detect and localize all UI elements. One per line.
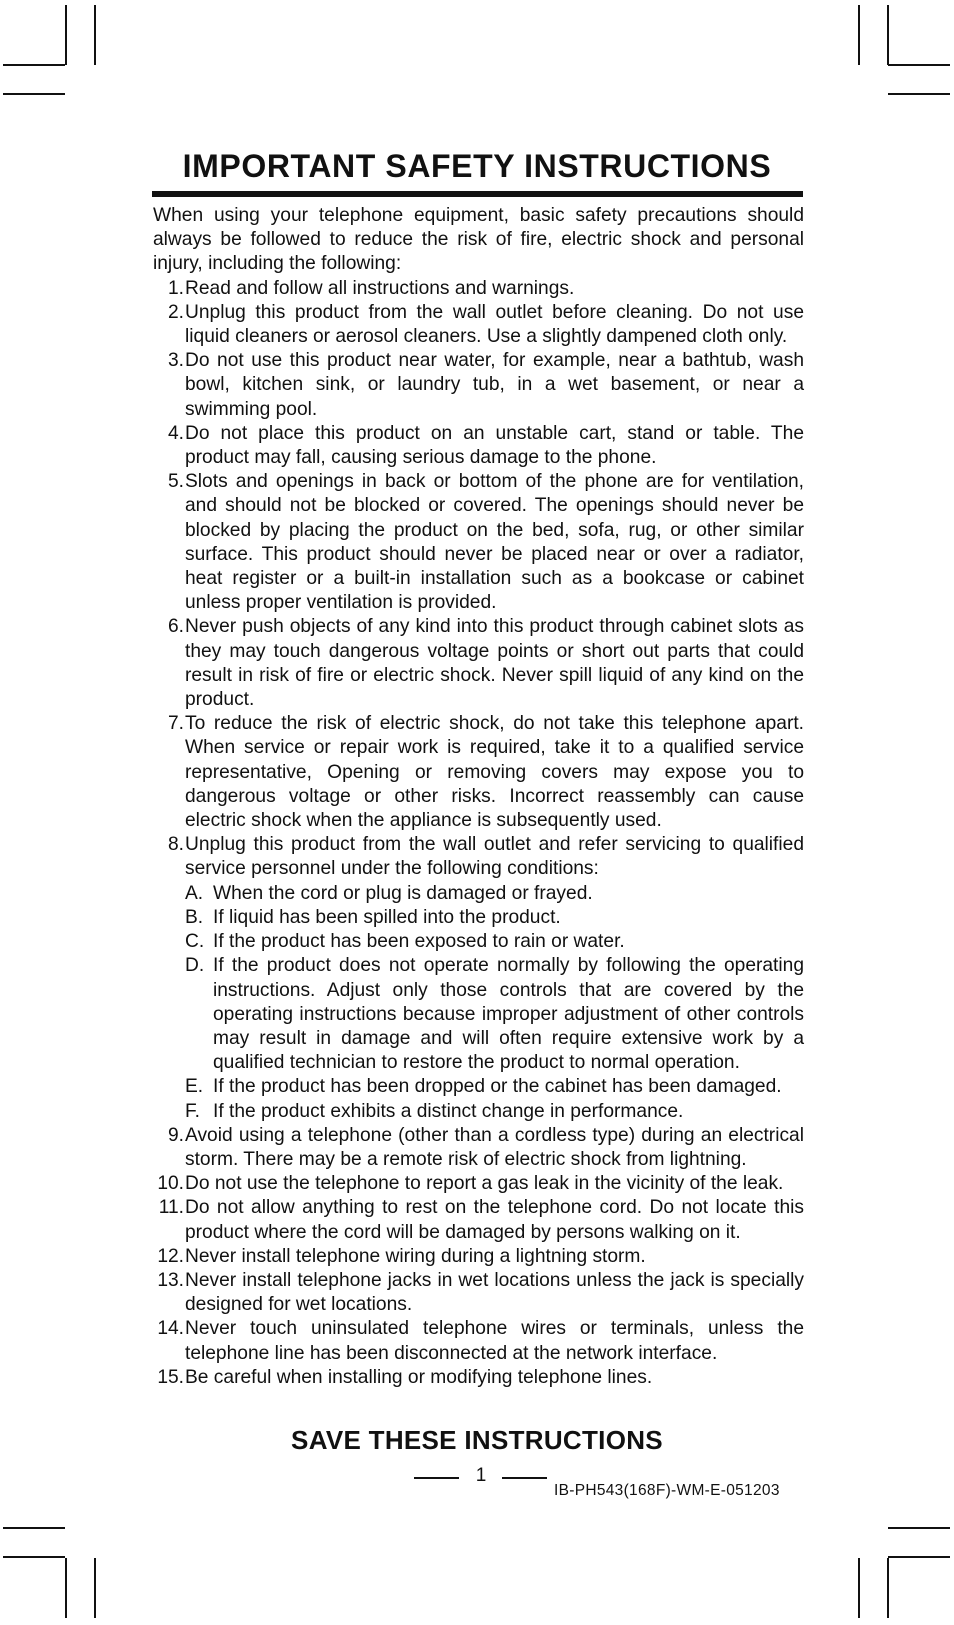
list-item (153, 615, 804, 712)
sub-list-item (185, 1075, 804, 1099)
sub-item-letter: E. (185, 1076, 204, 1098)
item-text: Do not use this product near water, for example, near a bathtub, wash bowl, kitchen sink, or laundry tub, in a wet basement, or near a swimming pool. (185, 350, 804, 420)
item-text: Do not use the telephone to report a gas leak in the vicinity of the leak. (185, 1173, 784, 1195)
save-instructions-heading: SAVE THESE INSTRUCTIONS (291, 1425, 663, 1455)
crop-mark (3, 64, 65, 66)
list-item (153, 1366, 804, 1390)
sub-item-letter: C. (185, 931, 205, 953)
crop-mark (94, 1558, 96, 1618)
item-number: 3. (167, 350, 184, 372)
condition-sublist (185, 882, 804, 1124)
list-item (153, 1196, 804, 1244)
sub-item-text: When the cord or plug is damaged or frayed. (213, 882, 593, 904)
instruction-list (153, 277, 804, 1390)
item-text: Unplug this product from the wall outlet and refer servicing to qualified service personnel under the following conditions: (185, 834, 804, 880)
list-item (153, 1124, 804, 1172)
list-item (153, 712, 804, 833)
sub-item-letter: D. (185, 955, 205, 977)
sub-list-item (185, 882, 804, 906)
crop-mark (888, 1556, 950, 1558)
item-number: 10. (157, 1173, 184, 1195)
item-number: 11. (158, 1197, 184, 1219)
list-item (153, 833, 804, 1123)
list-item (153, 277, 804, 301)
sub-list-item (185, 1100, 804, 1124)
crop-mark (888, 64, 950, 66)
item-text: Slots and openings in back or bottom of the phone are for ventilation, and should not be blocked or covered. The openings should never be blocked by placing the product on the bed, sofa, rug, or other similar surface. This product should never be placed near or over a radiator, heat register or a built-in installation such as a bookcase or cabinet unless proper ventilation is provided. (185, 471, 804, 614)
sub-item-text: If the product has been dropped or the cabinet has been damaged. (213, 1076, 782, 1098)
item-number: 14. (157, 1318, 184, 1340)
list-item (153, 1269, 804, 1317)
intro-paragraph: When using your telephone equipment, basic safety precautions should always be followed to reduce the risk of fire, electric shock and personal injury, including the following: (153, 205, 804, 275)
item-number: 12. (157, 1245, 184, 1267)
list-item (153, 1245, 804, 1269)
sub-item-letter: A. (185, 882, 204, 904)
item-text: Do not place this product on an unstable cart, stand or table. The product may fall, causing serious damage to the phone. (185, 422, 804, 469)
crop-mark (65, 5, 67, 65)
item-number: 6. (167, 616, 184, 638)
sub-item-text: If the product does not operate normally by following the operating instructions. Adjust only those controls that are covered by the operating instructions because improper adjustment of other controls may result in damage and will often require extensive work by a qualified technician to restore the product to normal operation. (213, 955, 804, 1074)
crop-mark (3, 1556, 65, 1558)
item-number: 4. (167, 422, 184, 444)
list-item (153, 1317, 804, 1365)
crop-mark (887, 1558, 889, 1618)
crop-mark (888, 93, 950, 95)
crop-mark (888, 1527, 950, 1529)
sub-item-text: If the product has been exposed to rain or water. (213, 931, 625, 953)
item-number: 15. (157, 1366, 184, 1388)
page-number-rule-left (414, 1477, 459, 1479)
sub-list-item (185, 954, 804, 1075)
list-item (153, 422, 804, 470)
crop-mark (858, 5, 860, 65)
item-number: 1. (167, 277, 184, 299)
item-text: Be careful when installing or modifying telephone lines. (185, 1366, 653, 1388)
sub-item-letter: F. (185, 1100, 200, 1122)
item-text: Never push objects of any kind into this product through cabinet slots as they may touch dangerous voltage points or short out parts that could result in risk of fire or electric shock. Never spill liquid of any kind on the product. (185, 616, 804, 711)
item-number: 9. (167, 1124, 184, 1146)
title-underline (152, 191, 803, 197)
item-text: Avoid using a telephone (other than a cordless type) during an electrical storm. There may be a remote risk of electric shock from lightning. (185, 1124, 804, 1170)
sub-item-text: If liquid has been spilled into the product. (213, 906, 561, 928)
item-text: Read and follow all instructions and warnings. (185, 277, 575, 299)
sub-item-letter: B. (185, 906, 204, 928)
item-number: 13. (157, 1269, 184, 1291)
page-number-rule-right (502, 1477, 547, 1479)
crop-mark (3, 1527, 65, 1529)
sub-list-item (185, 930, 804, 954)
list-item (153, 349, 804, 422)
page-title: IMPORTANT SAFETY INSTRUCTIONS (182, 148, 772, 184)
item-number: 2. (167, 301, 184, 323)
sub-item-text: If the product exhibits a distinct change in performance. (213, 1100, 684, 1122)
list-item (153, 301, 804, 349)
crop-mark (65, 1558, 67, 1618)
item-number: 5. (167, 471, 184, 493)
instructions-body (153, 204, 804, 1390)
crop-mark (94, 5, 96, 65)
item-number: 7. (167, 713, 184, 735)
crop-mark (3, 93, 65, 95)
document-code: IB-PH543(168F)-WM-E-051203 (554, 1482, 780, 1499)
list-item (153, 470, 804, 615)
item-text: Never install telephone jacks in wet locations unless the jack is specially designed for wet locations. (185, 1269, 804, 1316)
sub-list-item (185, 906, 804, 930)
item-text: Unplug this product from the wall outlet before cleaning. Do not use liquid cleaners or aerosol cleaners. Use a slightly dampened cloth only. (185, 301, 804, 348)
item-text: Never install telephone wiring during a lightning storm. (185, 1245, 646, 1267)
item-text: Do not allow anything to rest on the telephone cord. Do not locate this product where the cord will be damaged by persons walking on it. (185, 1197, 804, 1243)
item-text: To reduce the risk of electric shock, do not take this telephone apart. When service or repair work is required, take it to a qualified service representative, Opening or removing covers may expose you to dangerous voltage or other risks. Incorrect reassembly can cause electric shock when the appliance is subsequently used. (185, 713, 804, 832)
page-number: 1 (475, 1465, 487, 1486)
item-number: 8. (167, 834, 184, 856)
crop-mark (887, 5, 889, 65)
item-text: Never touch uninsulated telephone wires or terminals, unless the telephone line has been disconnected at the network interface. (185, 1318, 804, 1364)
list-item (153, 1172, 804, 1196)
crop-mark (858, 1558, 860, 1618)
